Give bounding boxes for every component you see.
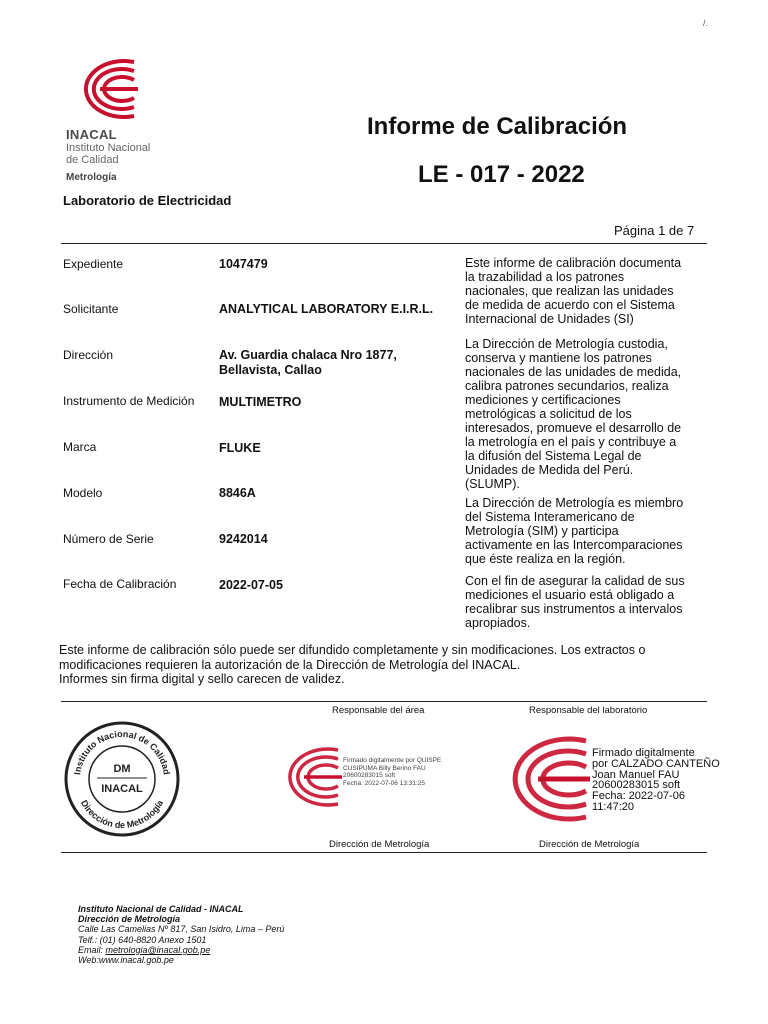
footer-dept: Dirección de Metrología [78,914,181,925]
svg-text:DM: DM [113,763,131,775]
area-department-label: Dirección de Metrología [329,839,430,850]
report-code: LE - 017 - 2022 [418,161,585,188]
footer-phone: Telf.: (01) 640-8820 Anexo 1501 [78,934,207,945]
brand-subtitle-line1: Instituto Nacional [66,142,151,154]
footer-email-link[interactable]: metrologia@inacal.gob.pe [105,944,211,955]
report-title: Informe de Calibración [367,113,628,140]
field-value-instrumento: MULTIMETRO [219,395,302,409]
brand-area: Metrología [66,172,117,183]
signature-logo-lab [474,733,590,825]
field-value-modelo: 8846A [219,486,256,500]
field-label-instrumento: Instrumento de Medición [63,394,195,408]
signature-bottom-divider [61,852,707,853]
digital-signature-area-text: Firmado digitalmente por QUISPE CUSIPUMA Billy Berino FAU 20600283015 soft Fecha: 2022-07-06 13:31:25 [343,757,442,787]
field-value-direccion-line2: Bellavista, Callao [219,363,322,377]
info-paragraph-2: La Dirección de Metrología custodia, conserva y mantiene los patrones nacionales de las unidades de medida, calibra patrones secundarios, realiza mediciones y certificaciones metrológicas a solicitud de los interesados, promueve el desarrollo de la metrología en el país y contribuye a la difusión del Sistema Legal de Unidades de Medida del Perú. (SLUMP). [465,337,682,491]
svg-text:Instituto Nacional de Calidad: Instituto Nacional de Calidad [72,728,172,776]
inacal-seal [63,720,181,838]
signature-top-divider [61,701,707,702]
field-value-fecha: 2022-07-05 [219,578,283,592]
lab-responsible-heading: Responsable del laboratorio [529,705,648,716]
info-paragraph-3: La Dirección de Metrología es miembro del Sistema Interamericano de Metrología (SIM) y participa activamente en las Intercomparaciones que éste realiza en la región. [465,496,684,566]
field-value-serie: 9242014 [219,532,268,546]
corner-mark: /. [703,18,709,28]
field-label-marca: Marca [63,440,97,454]
info-paragraph-4: Con el fin de asegurar la calidad de sus mediciones el usuario está obligado a recalibrar sus instrumentos a intervalos apropiados. [465,574,685,630]
svg-text:Dirección de Metrología: Dirección de Metrología [78,798,166,831]
footer-contact [78,904,284,965]
area-responsible-heading: Responsable del área [332,705,425,716]
signature-logo-area [258,744,342,810]
svg-text:INACAL: INACAL [101,783,143,795]
field-label-solicitante: Solicitante [63,302,119,316]
field-value-direccion-line1: Av. Guardia chalaca Nro 1877, [219,348,397,362]
field-label-serie: Número de Serie [63,532,154,546]
field-label-direccion: Dirección [63,348,114,362]
field-label-fecha: Fecha de Calibración [63,577,177,591]
field-label-modelo: Modelo [63,486,103,500]
field-value-solicitante: ANALYTICAL LABORATORY E.I.R.L. [219,302,434,316]
digital-signature-lab-text: Firmado digitalmente por CALZADO CANTEÑO Joan Manuel FAU 20600283015 soft Fecha: 2022-07-06 11:47:20 [592,747,720,813]
page-number: Página 1 de 7 [614,223,695,238]
field-label-expediente: Expediente [63,257,124,271]
header-divider [61,243,707,244]
field-value-expediente: 1047479 [219,257,268,271]
lab-department-label: Dirección de Metrología [539,839,640,850]
brand-name: INACAL [66,127,117,142]
footer-org: Instituto Nacional de Calidad - INACAL [78,904,244,914]
info-paragraph-1: Este informe de calibración documenta la trazabilidad a los patrones nacionales, que realizan las unidades de medida de acuerdo con el Sistema Internacional de Unidades (SI) [465,256,682,326]
footer-web[interactable]: Web:www.inacal.gob.pe [78,955,174,966]
footer-email-label: Email: [78,944,106,955]
inacal-logo [56,56,140,122]
field-value-marca: FLUKE [219,441,261,455]
brand-subtitle-line2: de Calidad [66,154,119,166]
footer-address: Calle Las Camelias Nº 817, San Isidro, Lima – Perú [78,924,285,935]
distribution-notice: Este informe de calibración sólo puede ser difundido completamente y sin modificaciones. Los extractos o modificaciones requieren la autorización de la Dirección de Metrología del INACAL. Informes sin firma digital y sello carecen de validez. [59,643,646,686]
laboratory-name: Laboratorio de Electricidad [63,193,232,208]
